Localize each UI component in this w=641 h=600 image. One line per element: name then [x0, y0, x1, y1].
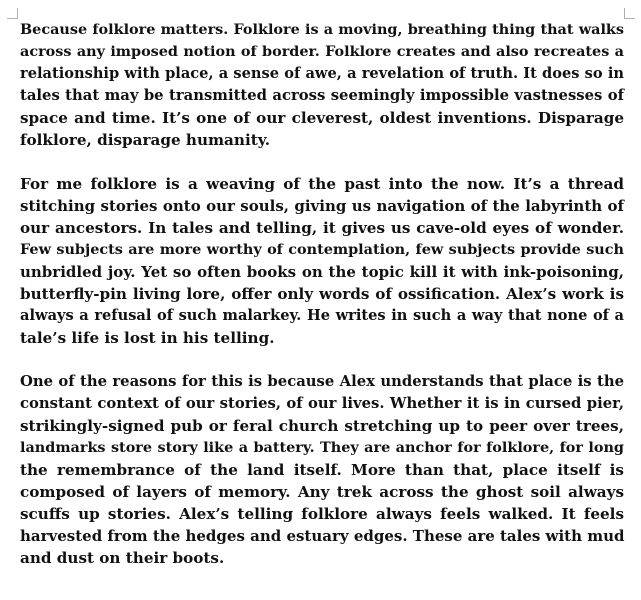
text-line: butterfly-pin living lore, offer only words of ossification. Alex’s work is	[20, 285, 624, 303]
text-line: scuffs up stories. Alex’s telling folklore always feels walked. It feels	[20, 505, 624, 523]
text-line: Because folklore matters. Folklore is a moving, breathing thing that walks	[20, 21, 624, 38]
text-line: landmarks store story like a battery. They are anchor for folklore, for long	[20, 439, 624, 456]
text-line: relationship with place, a sense of awe, a revelation of truth. It does so in	[20, 65, 624, 82]
paragraph-3	[20, 371, 624, 569]
paragraph-2	[20, 173, 624, 349]
text-line: composed of layers of memory. Any trek across the ghost soil always	[20, 483, 624, 501]
text-line: the remembrance of the land itself. More than that, place itself is	[20, 461, 624, 479]
page-corner-mark-top-right	[624, 8, 635, 19]
text-line: stitching stories onto our souls, giving us navigation of the labyrinth of	[20, 197, 624, 215]
text-line: always a refusal of such malarkey. He writes in such a way that none of a	[20, 307, 624, 324]
document-body[interactable]	[20, 19, 624, 591]
text-line: folklore, disparage humanity.	[20, 131, 271, 149]
text-line: tales that may be transmitted across seemingly impossible vastnesses of	[20, 87, 624, 104]
text-line: Few subjects are more worthy of contemplation, few subjects provide such	[20, 241, 624, 258]
text-line: One of the reasons for this is because Alex understands that place is the	[20, 373, 624, 390]
text-line: constant context of our stories, of our lives. Whether it is in cursed pier,	[20, 395, 624, 412]
page-corner-mark-top-left	[7, 8, 18, 19]
text-line: space and time. It’s one of our cleverest, oldest inventions. Disparage	[20, 109, 624, 127]
text-line: tale’s life is lost in his telling.	[20, 329, 275, 347]
paragraph-1	[20, 19, 624, 151]
text-line: strikingly-signed pub or feral church stretching up to peer over trees,	[20, 417, 624, 435]
text-line: our ancestors. In tales and telling, it gives us cave-old eyes of wonder.	[20, 219, 624, 237]
text-line: For me folklore is a weaving of the past into the now. It’s a thread	[20, 175, 624, 193]
text-line: across any imposed notion of border. Folklore creates and also recreates a	[20, 43, 624, 60]
text-line: and dust on their boots.	[20, 549, 225, 567]
text-line: harvested from the hedges and estuary edges. These are tales with mud	[20, 527, 625, 545]
text-line: unbridled joy. Yet so often books on the topic kill it with ink-poisoning,	[20, 263, 624, 281]
